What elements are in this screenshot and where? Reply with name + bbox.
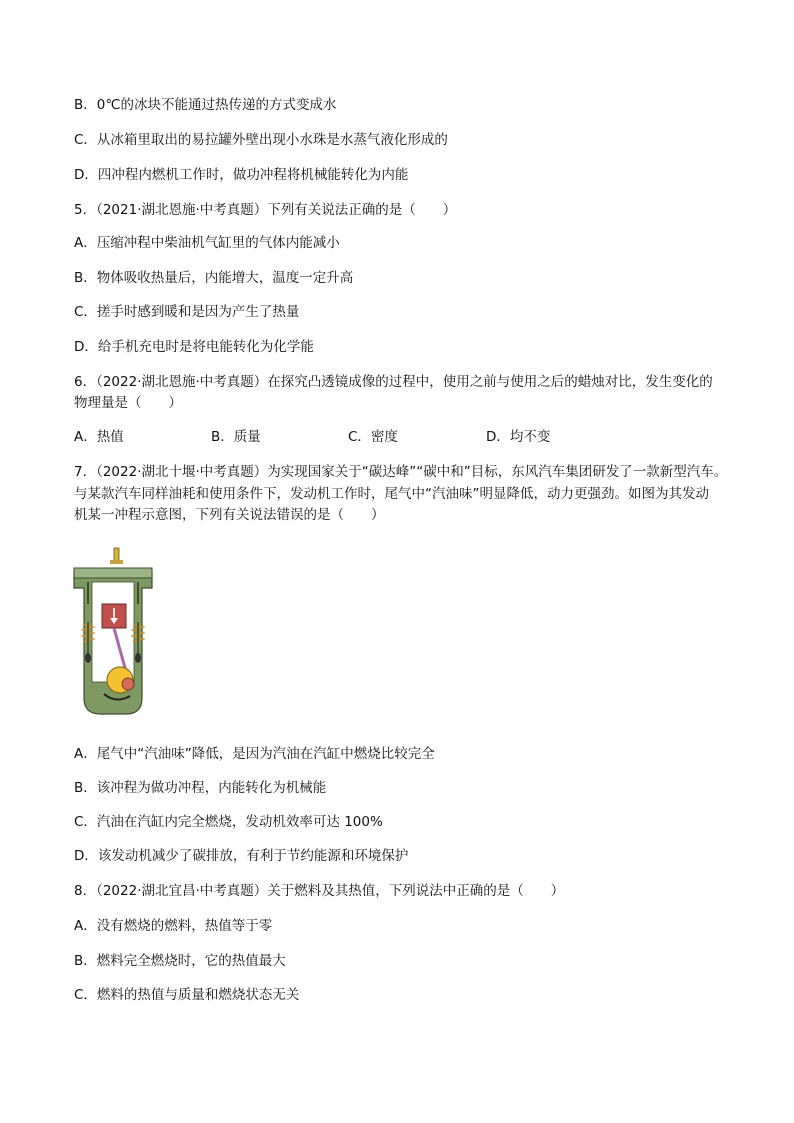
q5-stem: 5．（2021·湖北恩施·中考真题）下列有关说法正确的是（ ） [74, 202, 457, 218]
q7-stem-line1: 7．（2022·湖北十堰·中考真题）为实现国家关于“碳达峰”“碳中和”目标，东风汽车集团研发了一款新型汽车。 [74, 464, 728, 480]
q8-option-a: A．没有燃烧的燃料，热值等于零 [74, 918, 273, 934]
q6-stem-line1: 6．（2022·湖北恩施·中考真题）在探究凸透镜成像的过程中，使用之前与使用之后的蜡烛对比，发生变化的 [74, 374, 713, 390]
q7-stem-line3: 机某一冲程示意图，下列有关说法错误的是（ ） [74, 507, 385, 523]
spark-plug-icon [114, 548, 119, 562]
q7-option-a: A．尾气中“汽油味”降低，是因为汽油在汽缸中燃烧比较完全 [74, 746, 435, 762]
q8-stem: 8．（2022·湖北宜昌·中考真题）关于燃料及其热值，下列说法中正确的是（ ） [74, 883, 565, 899]
q4-option-d: D．四冲程内燃机工作时，做功冲程将机械能转化为内能 [74, 167, 409, 183]
q6-option-a: A．热值 [74, 429, 124, 445]
exhaust-cam-icon [135, 653, 141, 663]
cylinder-interior [92, 582, 134, 682]
q5-option-c: C．搓手时感到暖和是因为产生了热量 [74, 304, 300, 320]
q8-option-c: C．燃料的热值与质量和燃烧状态无关 [74, 987, 300, 1003]
spark-plug-base [110, 560, 123, 564]
q5-option-b: B．物体吸收热量后，内能增大，温度一定升高 [74, 270, 354, 286]
q7-stem-line2: 与某款汽车同样油耗和使用条件下，发动机工作时，尾气中“汽油味”明显降低，动力更强劲。如图为其发动 [74, 486, 709, 502]
q5-option-a: A．压缩冲程中柴油机气缸里的气体内能减小 [74, 235, 340, 251]
crank-pin [122, 678, 134, 690]
q7-option-b: B．该冲程为做功冲程，内能转化为机械能 [74, 780, 327, 796]
cylinder-head [74, 568, 152, 578]
engine-stroke-diagram [70, 546, 156, 718]
q6-option-b: B．质量 [211, 429, 261, 445]
q4-option-b: B．0℃的冰块不能通过热传递的方式变成水 [74, 97, 337, 113]
q7-option-c: C．汽油在汽缸内完全燃烧，发动机效率可达 100% [74, 814, 383, 830]
q6-option-d: D．均不变 [486, 429, 551, 445]
intake-cam-icon [85, 653, 91, 663]
q6-stem-line2: 物理量是（ ） [74, 395, 182, 411]
q7-option-d: D．该发动机减少了碳排放，有利于节约能源和环境保护 [74, 848, 409, 864]
q6-option-c: C．密度 [348, 429, 398, 445]
q5-option-d: D．给手机充电时是将电能转化为化学能 [74, 339, 314, 355]
q4-option-c: C．从冰箱里取出的易拉罐外壁出现小水珠是水蒸气液化形成的 [74, 132, 448, 148]
q8-option-b: B．燃料完全燃烧时，它的热值最大 [74, 953, 286, 969]
